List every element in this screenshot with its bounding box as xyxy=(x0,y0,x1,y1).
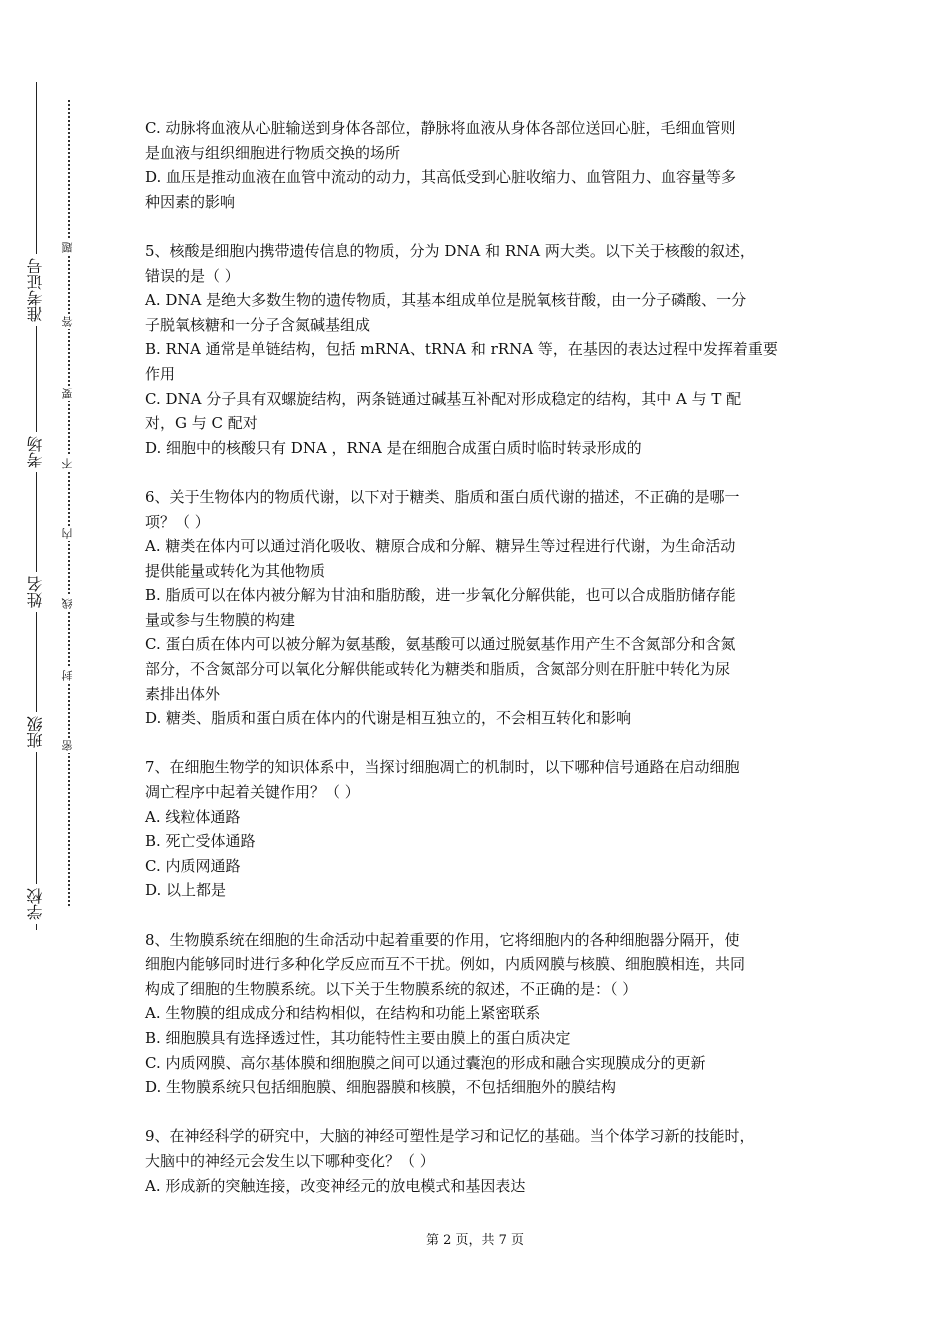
question-stem: 7、在细胞生物学的知识体系中，当探讨细胞凋亡的机制时，以下哪种信号通路在启动细胞 xyxy=(145,758,740,777)
option-a-line: 提供能量或转化为其他物质 xyxy=(145,561,326,580)
question-stem: 凋亡程序中起着关键作用？（ ） xyxy=(145,783,360,802)
question-stem: 构成了细胞的生物膜系统。以下关于生物膜系统的叙述，不正确的是：（ ） xyxy=(145,979,638,998)
option-a-line: A. 线粒体通路 xyxy=(145,807,241,826)
option-c-line: 部分，不含氮部分可以氧化分解供能或转化为糖类和脂质，含氮部分则在肝脏中转化为尿 xyxy=(145,660,731,679)
seal-char: 不 xyxy=(61,458,74,469)
option-c-line: 素排出体外 xyxy=(145,684,221,703)
question-stem: 细胞内能够同时进行多种化学反应而互不干扰。例如，内质网膜与核膜、细胞膜相连，共同 xyxy=(145,955,746,974)
school-label: 学校 xyxy=(24,884,48,924)
option-c-line: C. 蛋白质在体内可以被分解为氨基酸，氨基酸可以通过脱氨基作用产生不含氮部分和含氮 xyxy=(145,635,736,654)
question-stem: 8、生物膜系统在细胞的生命活动中起着重要的作用，它将细胞内的各种细胞器分隔开，使 xyxy=(145,930,740,949)
seal-char: 线 xyxy=(61,598,74,609)
question-stem: 5、核酸是细胞内携带遗传信息的物质，分为 DNA 和 RNA 两大类。以下关于核酸的叙述， xyxy=(145,241,755,260)
option-a-line: A. 形成新的突触连接，改变神经元的放电模式和基因表达 xyxy=(145,1176,526,1195)
margin-fill-line xyxy=(36,82,37,930)
option-d-line: D. 生物膜系统只包括细胞膜、细胞器膜和核膜，不包括细胞外的膜结构 xyxy=(145,1078,617,1097)
question-9 xyxy=(145,1124,815,1198)
question-content xyxy=(145,116,815,1198)
class-label: 班级 xyxy=(24,712,48,752)
question-stem: 大脑中的神经元会发生以下哪种变化？（ ） xyxy=(145,1151,435,1170)
exam-id-label: 准考证号 xyxy=(24,254,48,326)
option-c-line: C. 内质网通路 xyxy=(145,856,241,875)
page-footer: 第 2 页，共 7 页 xyxy=(425,1233,525,1248)
option-a-line: A. 生物膜的组成成分和结构相似，在结构和功能上紧密联系 xyxy=(145,1004,541,1023)
option-b-line: B. 细胞膜具有选择透过性，其功能特性主要由膜上的蛋白质决定 xyxy=(145,1028,571,1047)
seal-char: 密 xyxy=(61,740,74,751)
option-d-line: D. 以上都是 xyxy=(145,881,227,900)
seal-char: 要 xyxy=(61,388,74,399)
option-b-line: B. 死亡受体通路 xyxy=(145,832,256,851)
question-6 xyxy=(145,485,815,731)
option-d-line: D. 糖类、脂质和蛋白质在体内的代谢是相互独立的，不会相互转化和影响 xyxy=(145,709,632,728)
option-b-line: 作用 xyxy=(145,364,176,383)
seal-dotted-line xyxy=(68,100,70,906)
seal-char: 内 xyxy=(61,528,74,539)
question-stem: 错误的是（ ） xyxy=(145,266,240,285)
option-c-line: C. 内质网膜、高尔基体膜和细胞膜之间可以通过囊泡的形成和融合实现膜成分的更新 xyxy=(145,1053,706,1072)
question-8 xyxy=(145,928,815,1100)
option-b-line: B. 脂质可以在体内被分解为甘油和脂肪酸，进一步氧化分解供能，也可以合成脂肪储存能 xyxy=(145,586,736,605)
exam-room-label: 考场 xyxy=(24,432,48,472)
option-b-line: B. RNA 通常是单链结构，包括 mRNA、tRNA 和 rRNA 等，在基因的表达过程中发挥着重要 xyxy=(145,340,778,359)
option-c-line: C. DNA 分子具有双螺旋结构，两条链通过碱基互补配对形成稳定的结构，其中 A 与 T 配 xyxy=(145,389,742,408)
option-c-line: 对，G 与 C 配对 xyxy=(145,414,258,433)
option-c-line: 是血液与组织细胞进行物质交换的场所 xyxy=(145,143,401,162)
seal-char: 题 xyxy=(61,242,74,253)
question-stem: 9、在神经科学的研究中，大脑的神经可塑性是学习和记忆的基础。当个体学习新的技能时， xyxy=(145,1127,755,1146)
option-a-line: 子脱氧核糖和一分子含氮碱基组成 xyxy=(145,315,371,334)
question-stem: 项？（ ） xyxy=(145,512,210,531)
option-d-line: D. 血压是推动血液在血管中流动的动力，其高低受到心脏收缩力、血管阻力、血容量等多 xyxy=(145,168,737,187)
option-d-line: 种因素的影响 xyxy=(145,192,236,211)
question-7 xyxy=(145,755,815,903)
binding-margin xyxy=(0,0,110,1344)
option-a-line: A. 糖类在体内可以通过消化吸收、糖原合成和分解、糖异生等过程进行代谢，为生命活动 xyxy=(145,537,736,556)
question-stem: 6、关于生物体内的物质代谢，以下对于糖类、脂质和蛋白质代谢的描述，不正确的是哪一 xyxy=(145,487,740,506)
seal-char: 答 xyxy=(61,316,74,327)
question-4-continued xyxy=(145,116,815,214)
seal-char: 封 xyxy=(61,670,74,681)
option-c-line: C. 动脉将血液从心脏输送到身体各部位，静脉将血液从身体各部位送回心脏，毛细血管则 xyxy=(145,119,736,137)
option-b-line: 量或参与生物膜的构建 xyxy=(145,610,296,629)
option-a-line: A. DNA 是绝大多数生物的遗传物质，其基本组成单位是脱氧核苷酸，由一分子磷酸、一分 xyxy=(145,291,747,310)
option-d-line: D. 细胞中的核酸只有 DNA ，RNA 是在细胞合成蛋白质时临时转录形成的 xyxy=(145,438,642,457)
name-label: 姓名 xyxy=(24,572,48,612)
question-5 xyxy=(145,239,815,460)
